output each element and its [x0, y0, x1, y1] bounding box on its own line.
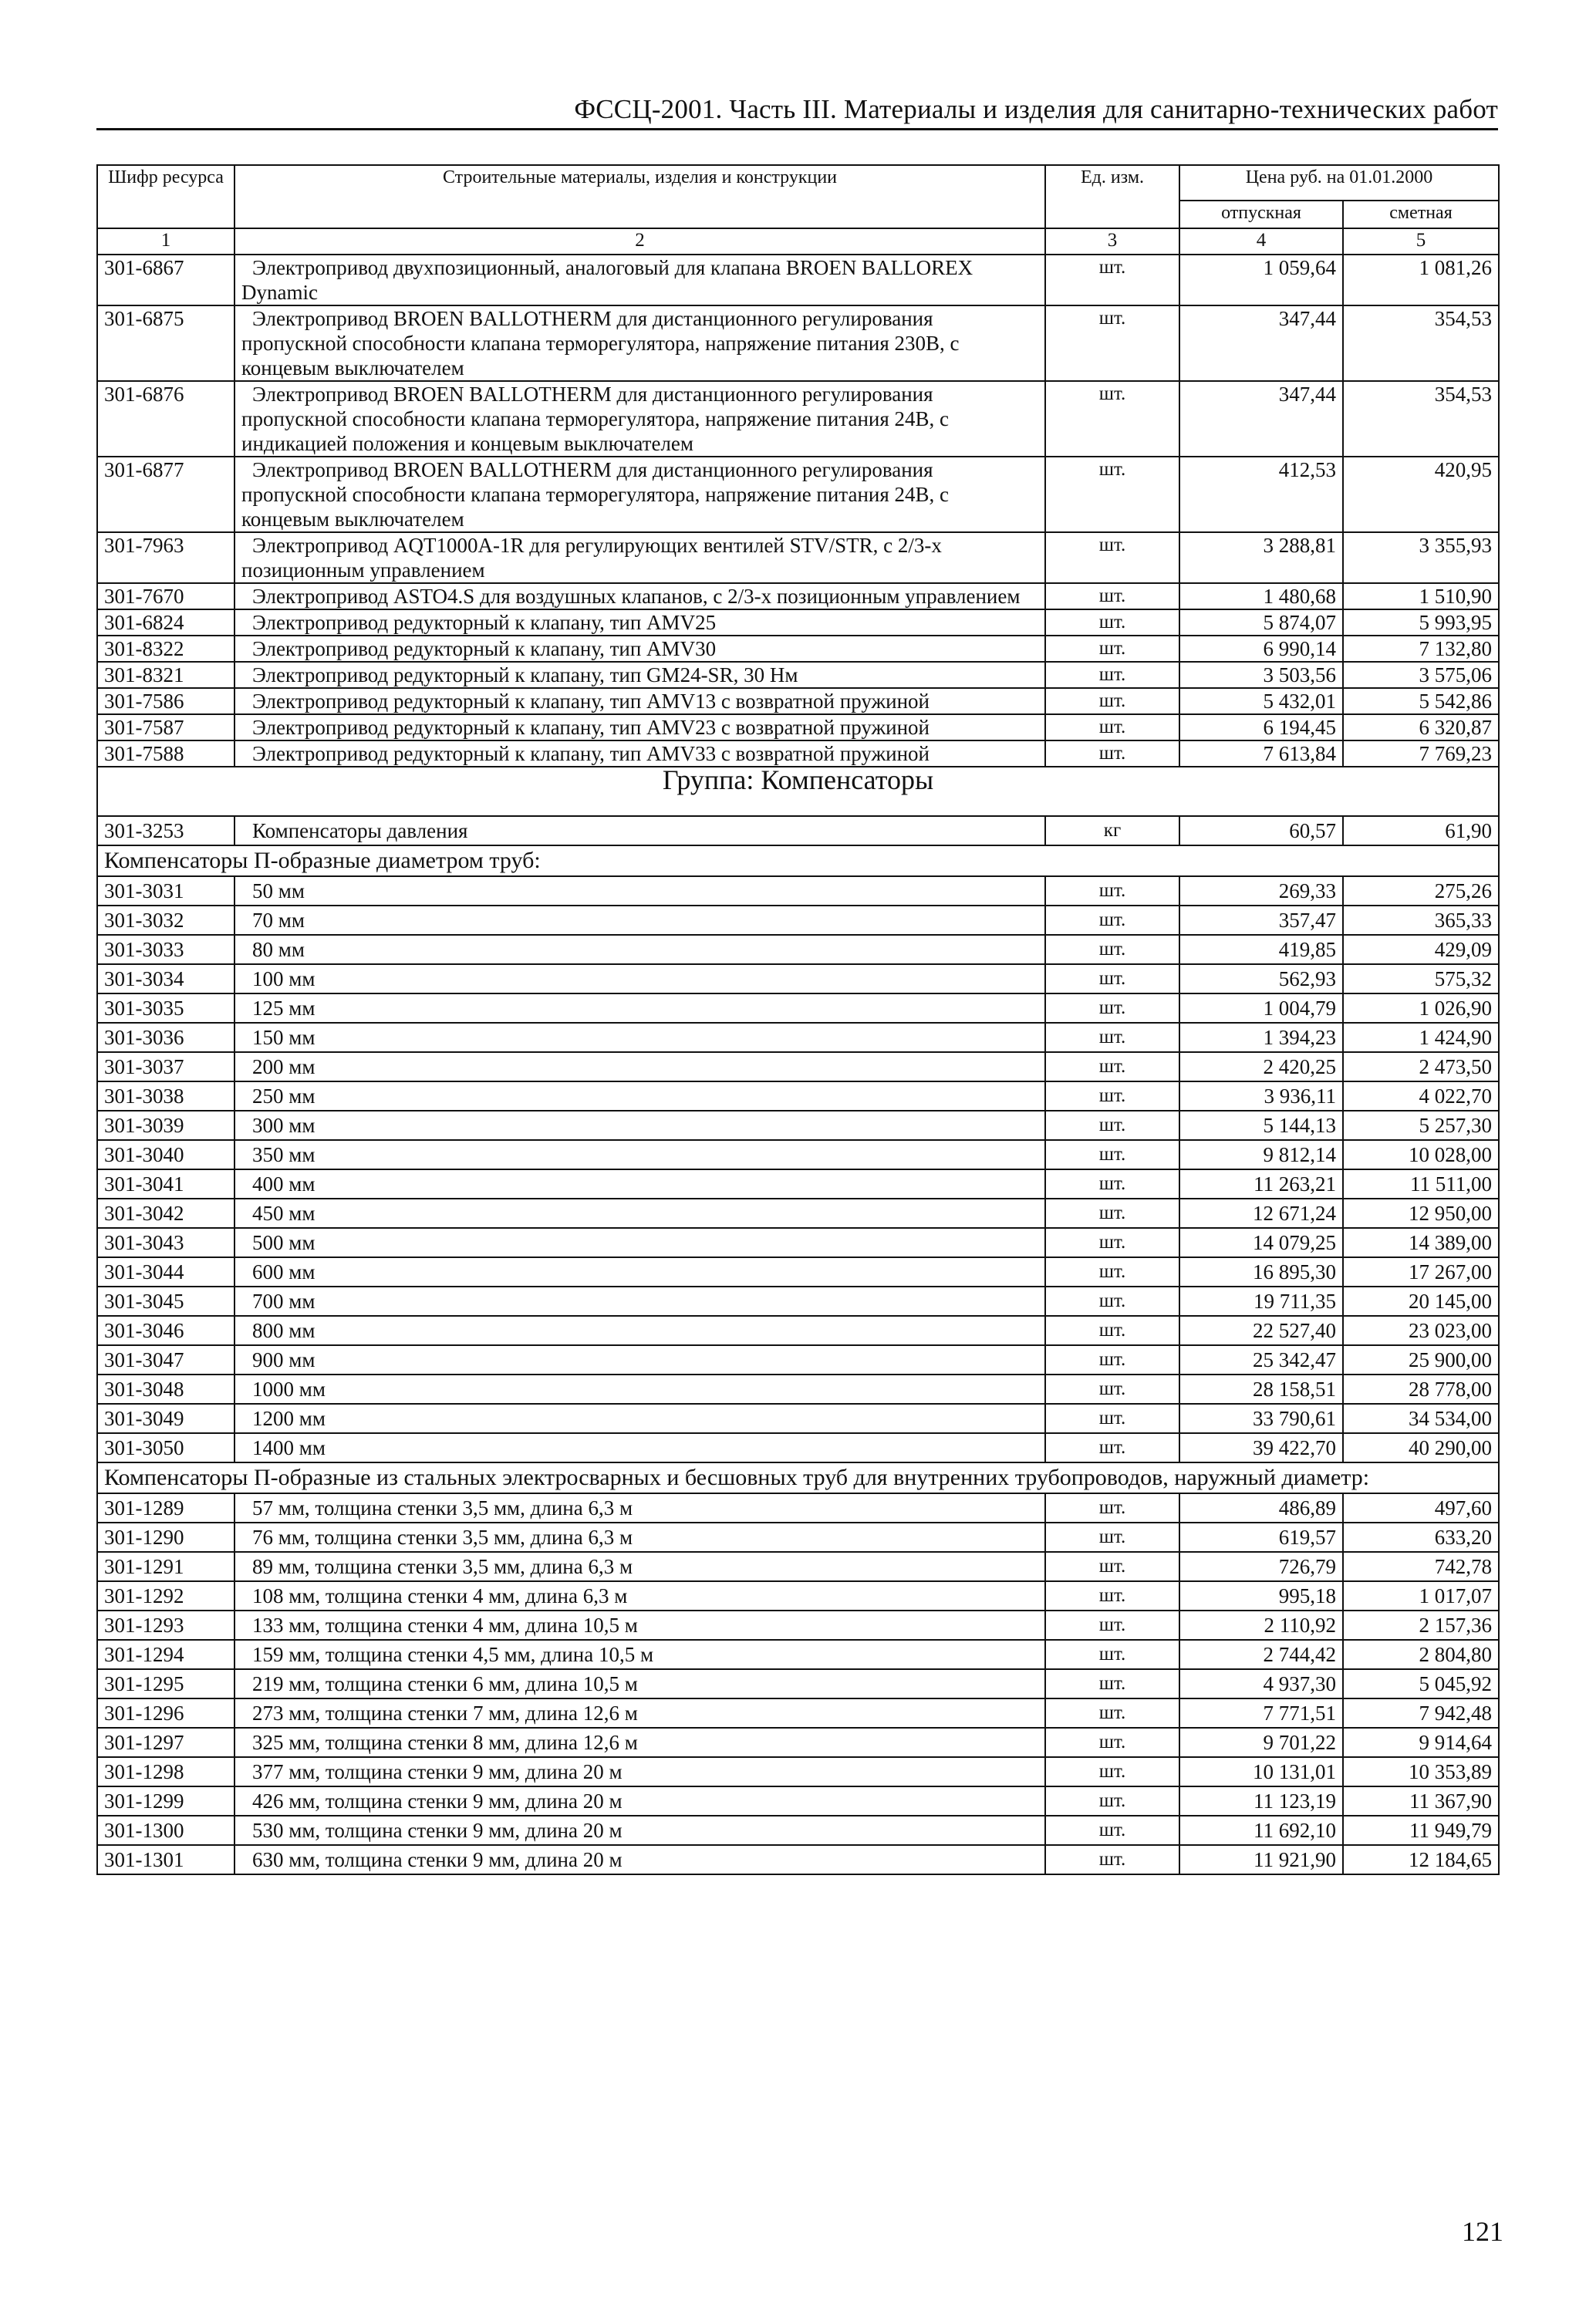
estimate-price: 5 045,92	[1343, 1669, 1499, 1698]
estimate-price: 420,95	[1343, 457, 1499, 532]
resource-name: Электропривод редукторный к клапану, тип AMV25	[235, 609, 1045, 636]
resource-name: Электропривод редукторный к клапану, тип AMV33 с возвратной пружиной	[235, 740, 1045, 767]
resource-name: 76 мм, толщина стенки 3,5 мм, длина 6,3 м	[235, 1523, 1045, 1552]
resource-name: Электропривод BROEN BALLOTHERM для дистанционного регулирования пропускной способности клапана терморегулятора, напряжение питания 24В, с концевым выключателем	[235, 457, 1045, 532]
unit: шт.	[1045, 1404, 1179, 1433]
release-price: 1 480,68	[1179, 583, 1343, 609]
resource-name: 350 мм	[235, 1140, 1045, 1169]
unit: шт.	[1045, 1140, 1179, 1169]
release-price: 995,18	[1179, 1581, 1343, 1611]
page-number: 121	[1462, 2216, 1503, 2247]
estimate-price: 5 542,86	[1343, 688, 1499, 714]
resource-code: 301-6876	[97, 381, 235, 457]
resource-name: Электропривод редукторный к клапану, тип AMV23 с возвратной пружиной	[235, 714, 1045, 740]
resource-code: 301-1298	[97, 1757, 235, 1786]
resource-code: 301-3037	[97, 1052, 235, 1081]
unit: шт.	[1045, 255, 1179, 305]
release-price: 269,33	[1179, 876, 1343, 906]
resource-name: 500 мм	[235, 1228, 1045, 1257]
resource-code: 301-1296	[97, 1698, 235, 1728]
unit: шт.	[1045, 1786, 1179, 1816]
unit: шт.	[1045, 1345, 1179, 1375]
unit: шт.	[1045, 1316, 1179, 1345]
unit: шт.	[1045, 381, 1179, 457]
release-price: 39 422,70	[1179, 1433, 1343, 1462]
unit: шт.	[1045, 1228, 1179, 1257]
release-price: 3 936,11	[1179, 1081, 1343, 1111]
table-row	[97, 993, 1499, 1023]
unit: шт.	[1045, 714, 1179, 740]
release-price: 562,93	[1179, 964, 1343, 993]
release-price: 1 004,79	[1179, 993, 1343, 1023]
resource-name: 70 мм	[235, 906, 1045, 935]
resource-name: Электропривод ASTO4.S для воздушных клапанов, с 2/3-х позиционным управлением	[235, 583, 1045, 609]
estimate-price: 633,20	[1343, 1523, 1499, 1552]
estimate-price: 34 534,00	[1343, 1404, 1499, 1433]
resource-name: 700 мм	[235, 1287, 1045, 1316]
resource-code: 301-1294	[97, 1640, 235, 1669]
resource-code: 301-3036	[97, 1023, 235, 1052]
table-row	[97, 1523, 1499, 1552]
release-price: 2 420,25	[1179, 1052, 1343, 1081]
estimate-price: 10 028,00	[1343, 1140, 1499, 1169]
release-price: 726,79	[1179, 1552, 1343, 1581]
estimate-price: 11 949,79	[1343, 1816, 1499, 1845]
table-row	[97, 457, 1499, 532]
estimate-price: 275,26	[1343, 876, 1499, 906]
table-row	[97, 1375, 1499, 1404]
column-number: 2	[235, 228, 1045, 255]
estimate-price: 7 942,48	[1343, 1698, 1499, 1728]
estimate-price: 354,53	[1343, 381, 1499, 457]
table-row	[97, 609, 1499, 636]
estimate-price: 742,78	[1343, 1552, 1499, 1581]
release-price: 347,44	[1179, 381, 1343, 457]
table-row	[97, 1140, 1499, 1169]
table-row	[97, 935, 1499, 964]
table-row	[97, 662, 1499, 688]
table-row	[97, 906, 1499, 935]
estimate-price: 25 900,00	[1343, 1345, 1499, 1375]
table-row	[97, 1433, 1499, 1462]
resource-code: 301-3047	[97, 1345, 235, 1375]
unit: шт.	[1045, 305, 1179, 381]
unit: шт.	[1045, 1552, 1179, 1581]
resource-name: 426 мм, толщина стенки 9 мм, длина 20 м	[235, 1786, 1045, 1816]
resource-name: 273 мм, толщина стенки 7 мм, длина 12,6 м	[235, 1698, 1045, 1728]
resource-code: 301-3043	[97, 1228, 235, 1257]
resource-code: 301-1297	[97, 1728, 235, 1757]
estimate-price: 23 023,00	[1343, 1316, 1499, 1345]
table-row	[97, 1169, 1499, 1199]
table-row	[97, 1786, 1499, 1816]
column-header-name: Строительные материалы, изделия и конструкции	[235, 165, 1045, 228]
estimate-price: 1 081,26	[1343, 255, 1499, 305]
resource-code: 301-3048	[97, 1375, 235, 1404]
resource-code: 301-3034	[97, 964, 235, 993]
resource-name: 630 мм, толщина стенки 9 мм, длина 20 м	[235, 1845, 1045, 1874]
table-row	[97, 636, 1499, 662]
release-price: 14 079,25	[1179, 1228, 1343, 1257]
estimate-price: 61,90	[1343, 816, 1499, 845]
resource-code: 301-6875	[97, 305, 235, 381]
unit: шт.	[1045, 906, 1179, 935]
unit: шт.	[1045, 1845, 1179, 1874]
release-price: 28 158,51	[1179, 1375, 1343, 1404]
estimate-price: 365,33	[1343, 906, 1499, 935]
release-price: 5 432,01	[1179, 688, 1343, 714]
resource-name: 133 мм, толщина стенки 4 мм, длина 10,5 м	[235, 1611, 1045, 1640]
table-row	[97, 1816, 1499, 1845]
resource-code: 301-1290	[97, 1523, 235, 1552]
resource-code: 301-1300	[97, 1816, 235, 1845]
release-price: 16 895,30	[1179, 1257, 1343, 1287]
unit: шт.	[1045, 583, 1179, 609]
unit: шт.	[1045, 1816, 1179, 1845]
table-row	[97, 1640, 1499, 1669]
resource-code: 301-6867	[97, 255, 235, 305]
resource-name: Электропривод редукторный к клапану, тип GM24-SR, 30 Нм	[235, 662, 1045, 688]
release-price: 9 812,14	[1179, 1140, 1343, 1169]
resource-name: 100 мм	[235, 964, 1045, 993]
resource-name: 800 мм	[235, 1316, 1045, 1345]
resource-code: 301-3031	[97, 876, 235, 906]
estimate-price: 1 510,90	[1343, 583, 1499, 609]
release-price: 486,89	[1179, 1493, 1343, 1523]
unit: шт.	[1045, 1757, 1179, 1786]
release-price: 60,57	[1179, 816, 1343, 845]
resource-name: 200 мм	[235, 1052, 1045, 1081]
column-header-estimate-price: сметная	[1343, 201, 1499, 228]
resource-code: 301-1301	[97, 1845, 235, 1874]
estimate-price: 14 389,00	[1343, 1228, 1499, 1257]
release-price: 11 123,19	[1179, 1786, 1343, 1816]
table-row	[97, 714, 1499, 740]
table-row	[97, 1698, 1499, 1728]
estimate-price: 3 575,06	[1343, 662, 1499, 688]
unit: шт.	[1045, 1111, 1179, 1140]
release-price: 7 613,84	[1179, 740, 1343, 767]
unit: шт.	[1045, 1199, 1179, 1228]
estimate-price: 40 290,00	[1343, 1433, 1499, 1462]
table-row	[97, 381, 1499, 457]
page-header	[96, 86, 1498, 130]
estimate-price: 12 950,00	[1343, 1199, 1499, 1228]
estimate-price: 6 320,87	[1343, 714, 1499, 740]
estimate-price: 575,32	[1343, 964, 1499, 993]
resource-code: 301-1293	[97, 1611, 235, 1640]
resource-code: 301-7963	[97, 532, 235, 583]
table-row	[97, 1552, 1499, 1581]
unit: шт.	[1045, 532, 1179, 583]
u-shaped-section	[97, 876, 1499, 1462]
release-price: 6 194,45	[1179, 714, 1343, 740]
resource-code: 301-3253	[97, 816, 235, 845]
table-row	[97, 255, 1499, 305]
unit: шт.	[1045, 1493, 1179, 1523]
estimate-price: 20 145,00	[1343, 1287, 1499, 1316]
unit: шт.	[1045, 1023, 1179, 1052]
unit: шт.	[1045, 1698, 1179, 1728]
resource-name: 125 мм	[235, 993, 1045, 1023]
resource-name: Электропривод BROEN BALLOTHERM для дистанционного регулирования пропускной способности клапана терморегулятора, напряжение питания 24В, с индикацией положения и концевым выключателем	[235, 381, 1045, 457]
resource-name: Электропривод редукторный к клапану, тип AMV30	[235, 636, 1045, 662]
resource-name: 400 мм	[235, 1169, 1045, 1199]
resource-code: 301-3049	[97, 1404, 235, 1433]
resource-code: 301-3033	[97, 935, 235, 964]
unit: шт.	[1045, 1523, 1179, 1552]
release-price: 419,85	[1179, 935, 1343, 964]
table-row	[97, 1404, 1499, 1433]
unit: шт.	[1045, 993, 1179, 1023]
table-row	[97, 740, 1499, 767]
unit: шт.	[1045, 1375, 1179, 1404]
table-row	[97, 305, 1499, 381]
resource-name: 377 мм, толщина стенки 9 мм, длина 20 м	[235, 1757, 1045, 1786]
table-row	[97, 1581, 1499, 1611]
resource-name: 1400 мм	[235, 1433, 1045, 1462]
resource-name: Электропривод редукторный к клапану, тип AMV13 с возвратной пружиной	[235, 688, 1045, 714]
resource-code: 301-3039	[97, 1111, 235, 1140]
table-row	[97, 964, 1499, 993]
table-row	[97, 1257, 1499, 1287]
estimate-price: 1 026,90	[1343, 993, 1499, 1023]
steel-section	[97, 1493, 1499, 1874]
actuators-section	[97, 255, 1499, 767]
resource-name: 50 мм	[235, 876, 1045, 906]
release-price: 9 701,22	[1179, 1728, 1343, 1757]
unit: шт.	[1045, 876, 1179, 906]
column-header-code: Шифр ресурса	[97, 165, 235, 228]
resource-code: 301-3044	[97, 1257, 235, 1287]
estimate-price: 9 914,64	[1343, 1728, 1499, 1757]
unit: шт.	[1045, 1581, 1179, 1611]
resource-code: 301-7588	[97, 740, 235, 767]
resource-name: 300 мм	[235, 1111, 1045, 1140]
resource-code: 301-1295	[97, 1669, 235, 1698]
unit: шт.	[1045, 935, 1179, 964]
unit: шт.	[1045, 662, 1179, 688]
release-price: 1 059,64	[1179, 255, 1343, 305]
release-price: 357,47	[1179, 906, 1343, 935]
unit: шт.	[1045, 1052, 1179, 1081]
resource-name: 250 мм	[235, 1081, 1045, 1111]
estimate-price: 354,53	[1343, 305, 1499, 381]
estimate-price: 17 267,00	[1343, 1257, 1499, 1287]
resource-code: 301-3038	[97, 1081, 235, 1111]
release-price: 2 744,42	[1179, 1640, 1343, 1669]
release-price: 3 503,56	[1179, 662, 1343, 688]
release-price: 33 790,61	[1179, 1404, 1343, 1433]
release-price: 2 110,92	[1179, 1611, 1343, 1640]
resource-name: 89 мм, толщина стенки 3,5 мм, длина 6,3 м	[235, 1552, 1045, 1581]
release-price: 5 874,07	[1179, 609, 1343, 636]
estimate-price: 10 353,89	[1343, 1757, 1499, 1786]
column-number: 1	[97, 228, 235, 255]
column-header-unit: Ед. изм.	[1045, 165, 1179, 228]
table-row	[97, 1228, 1499, 1257]
resource-code: 301-6824	[97, 609, 235, 636]
resource-code: 301-3045	[97, 1287, 235, 1316]
unit: шт.	[1045, 1081, 1179, 1111]
unit: шт.	[1045, 609, 1179, 636]
table-row	[97, 1611, 1499, 1640]
unit: шт.	[1045, 1287, 1179, 1316]
unit: шт.	[1045, 1169, 1179, 1199]
page-title: ФССЦ-2001. Часть III. Материалы и изделия для санитарно-технических работ	[574, 94, 1498, 124]
column-header-release-price: отпускная	[1179, 201, 1343, 228]
unit: шт.	[1045, 457, 1179, 532]
resource-name: Электропривод BROEN BALLOTHERM для дистанционного регулирования пропускной способности клапана терморегулятора, напряжение питания 230В, с концевым выключателем	[235, 305, 1045, 381]
release-price: 412,53	[1179, 457, 1343, 532]
resource-name: 57 мм, толщина стенки 3,5 мм, длина 6,3 м	[235, 1493, 1045, 1523]
resource-name: Электропривод двухпозиционный, аналоговый для клапана BROEN BALLOREX Dynamic	[235, 255, 1045, 305]
resource-code: 301-3032	[97, 906, 235, 935]
resource-code: 301-3040	[97, 1140, 235, 1169]
resource-name: 600 мм	[235, 1257, 1045, 1287]
resource-code: 301-1289	[97, 1493, 235, 1523]
resource-name: 450 мм	[235, 1199, 1045, 1228]
resource-code: 301-3035	[97, 993, 235, 1023]
estimate-price: 3 355,93	[1343, 532, 1499, 583]
release-price: 1 394,23	[1179, 1023, 1343, 1052]
subsection-heading: Компенсаторы П-образные диаметром труб:	[97, 845, 1499, 876]
estimate-price: 2 473,50	[1343, 1052, 1499, 1081]
resource-code: 301-3050	[97, 1433, 235, 1462]
resource-code: 301-3041	[97, 1169, 235, 1199]
estimate-price: 2 804,80	[1343, 1640, 1499, 1669]
table-row	[97, 1345, 1499, 1375]
resource-code: 301-1291	[97, 1552, 235, 1581]
resource-code: 301-6877	[97, 457, 235, 532]
release-price: 4 937,30	[1179, 1669, 1343, 1698]
resource-code: 301-8322	[97, 636, 235, 662]
unit: шт.	[1045, 1669, 1179, 1698]
release-price: 347,44	[1179, 305, 1343, 381]
resource-code: 301-8321	[97, 662, 235, 688]
release-price: 25 342,47	[1179, 1345, 1343, 1375]
table-row	[97, 816, 1499, 845]
price-table	[96, 164, 1500, 1875]
resource-code: 301-7586	[97, 688, 235, 714]
estimate-price: 497,60	[1343, 1493, 1499, 1523]
estimate-price: 7 769,23	[1343, 740, 1499, 767]
table-row	[97, 1316, 1499, 1345]
resource-name: 150 мм	[235, 1023, 1045, 1052]
table-row	[97, 1052, 1499, 1081]
table-row	[97, 583, 1499, 609]
resource-code: 301-1299	[97, 1786, 235, 1816]
table-row	[97, 532, 1499, 583]
estimate-price: 12 184,65	[1343, 1845, 1499, 1874]
unit: шт.	[1045, 1257, 1179, 1287]
release-price: 12 671,24	[1179, 1199, 1343, 1228]
release-price: 11 692,10	[1179, 1816, 1343, 1845]
unit: шт.	[1045, 1728, 1179, 1757]
release-price: 6 990,14	[1179, 636, 1343, 662]
resource-name: 80 мм	[235, 935, 1045, 964]
unit: шт.	[1045, 636, 1179, 662]
release-price: 11 921,90	[1179, 1845, 1343, 1874]
resource-name: 108 мм, толщина стенки 4 мм, длина 6,3 м	[235, 1581, 1045, 1611]
table-row	[97, 1845, 1499, 1874]
subsection-heading: Компенсаторы П-образные из стальных электросварных и бесшовных труб для внутренних трубопроводов, наружный диаметр:	[97, 1462, 1499, 1493]
table-row	[97, 1287, 1499, 1316]
group-title: Группа: Компенсаторы	[97, 767, 1499, 816]
table-row	[97, 1081, 1499, 1111]
resource-code: 301-3046	[97, 1316, 235, 1345]
resource-name: 1200 мм	[235, 1404, 1045, 1433]
unit: шт.	[1045, 1611, 1179, 1640]
release-price: 619,57	[1179, 1523, 1343, 1552]
resource-name: Компенсаторы давления	[235, 816, 1045, 845]
unit: шт.	[1045, 964, 1179, 993]
release-price: 7 771,51	[1179, 1698, 1343, 1728]
resource-name: 159 мм, толщина стенки 4,5 мм, длина 10,5 м	[235, 1640, 1045, 1669]
estimate-price: 28 778,00	[1343, 1375, 1499, 1404]
column-number: 4	[1179, 228, 1343, 255]
resource-code: 301-1292	[97, 1581, 235, 1611]
release-price: 19 711,35	[1179, 1287, 1343, 1316]
estimate-price: 429,09	[1343, 935, 1499, 964]
estimate-price: 4 022,70	[1343, 1081, 1499, 1111]
table-row	[97, 1757, 1499, 1786]
table-row	[97, 1199, 1499, 1228]
table-row	[97, 1669, 1499, 1698]
unit: шт.	[1045, 1433, 1179, 1462]
resource-name: 1000 мм	[235, 1375, 1045, 1404]
resource-name: 530 мм, толщина стенки 9 мм, длина 20 м	[235, 1816, 1045, 1845]
table-row	[97, 1493, 1499, 1523]
table-row	[97, 1023, 1499, 1052]
compensators-group	[97, 764, 1499, 876]
estimate-price: 11 367,90	[1343, 1786, 1499, 1816]
resource-name: Электропривод AQT1000A-1R для регулирующих вентилей STV/STR, с 2/3-х позиционным управлением	[235, 532, 1045, 583]
estimate-price: 1 424,90	[1343, 1023, 1499, 1052]
unit: кг	[1045, 816, 1179, 845]
estimate-price: 11 511,00	[1343, 1169, 1499, 1199]
estimate-price: 5 257,30	[1343, 1111, 1499, 1140]
estimate-price: 1 017,07	[1343, 1581, 1499, 1611]
release-price: 11 263,21	[1179, 1169, 1343, 1199]
unit: шт.	[1045, 1640, 1179, 1669]
release-price: 3 288,81	[1179, 532, 1343, 583]
column-number: 5	[1343, 228, 1499, 255]
column-header-price-group: Цена руб. на 01.01.2000	[1179, 165, 1499, 201]
release-price: 22 527,40	[1179, 1316, 1343, 1345]
estimate-price: 2 157,36	[1343, 1611, 1499, 1640]
column-number: 3	[1045, 228, 1179, 255]
table-row	[97, 688, 1499, 714]
resource-name: 900 мм	[235, 1345, 1045, 1375]
estimate-price: 7 132,80	[1343, 636, 1499, 662]
unit: шт.	[1045, 740, 1179, 767]
table-row	[97, 1728, 1499, 1757]
table-row	[97, 876, 1499, 906]
resource-name: 325 мм, толщина стенки 8 мм, длина 12,6 м	[235, 1728, 1045, 1757]
unit: шт.	[1045, 688, 1179, 714]
release-price: 5 144,13	[1179, 1111, 1343, 1140]
release-price: 10 131,01	[1179, 1757, 1343, 1786]
resource-code: 301-7670	[97, 583, 235, 609]
resource-code: 301-7587	[97, 714, 235, 740]
resource-name: 219 мм, толщина стенки 6 мм, длина 10,5 м	[235, 1669, 1045, 1698]
resource-code: 301-3042	[97, 1199, 235, 1228]
table-row	[97, 1111, 1499, 1140]
estimate-price: 5 993,95	[1343, 609, 1499, 636]
